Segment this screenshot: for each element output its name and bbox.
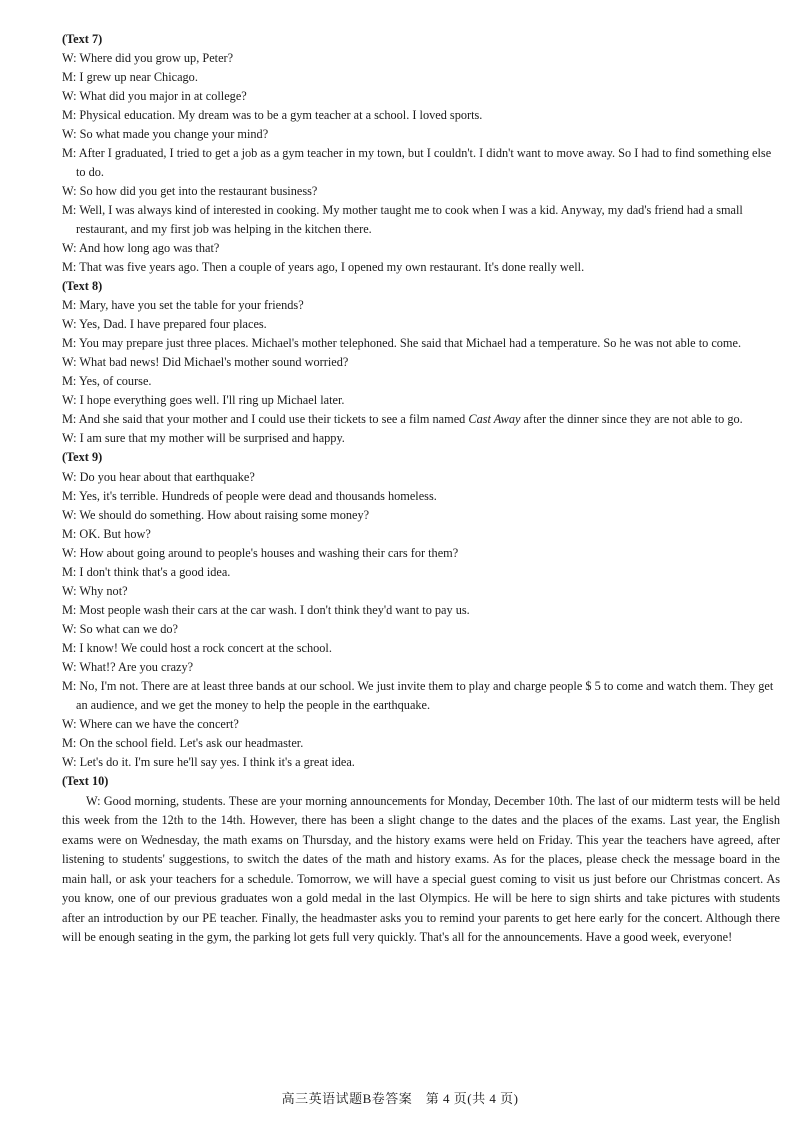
dialogue-line: M: I know! We could host a rock concert at the school. <box>62 640 332 655</box>
dialogue-line: W: How about going around to people's houses and washing their cars for them? <box>62 545 459 560</box>
text-8-heading: (Text 8) <box>62 279 103 294</box>
dialogue-line: M: Well, I was always kind of interested in cooking. My mother taught me to cook when I was a kid. Anyway, my dad's friend had a small restaurant, and my first job was helping in the kitchen there. <box>62 203 743 237</box>
dialogue-line: W: So what can we do? <box>62 621 178 636</box>
dialogue-line: W: So what made you change your mind? <box>62 127 269 142</box>
text-7-heading: (Text 7) <box>62 32 103 46</box>
dialogue-line: W: Where did you grow up, Peter? <box>62 51 234 66</box>
announcement-paragraph: W: Good morning, students. These are your morning announcements for Monday, December 10th. The last of our midterm tests will be held this week from the 12th to the 14th. However, there has been a slight change to the dates and the places of the exams. Last year, the English exams were on Wednesday, the math exams on Thursday, and the history exams were held on Friday. This year the teachers have agreed, after listening to students' suggestions, to switch the dates of the math and history exams. As for the places, please check the message board in the main hall, or ask your teachers for a schedule. Tomorrow, we will have a special guest coming to visit us just before our Christmas concert. As you know, one of our previous graduates won a gold medal in the last Olympics. He will be here to sign shirts and take pictures with students after an introduction by our PE teacher. Finally, the headmaster asks you to remind your parents to get here early for the concert. Although there will be enough seating in the gym, the parking lot gets full very quickly. That's all for the announcements. Have a good week, everyone! <box>62 793 780 945</box>
dialogue-line: M: I grew up near Chicago. <box>62 70 198 85</box>
dialogue-line: W: Where can we have the concert? <box>62 716 239 731</box>
dialogue-line: M: No, I'm not. There are at least three bands at our school. We just invite them to play and charge people $ 5 to come and watch them. They get an audience, and we get the money to help the people in the earthquake. <box>62 678 774 712</box>
dialogue-line: W: I am sure that my mother will be surprised and happy. <box>62 431 345 446</box>
dialogue-line: W: Yes, Dad. I have prepared four places. <box>62 317 267 332</box>
dialogue-line: M: I don't think that's a good idea. <box>62 564 231 579</box>
dialogue-line: W: So how did you get into the restaurant business? <box>62 184 318 199</box>
dialogue-line: M: Yes, it's terrible. Hundreds of people were dead and thousands homeless. <box>62 488 437 503</box>
dialogue-line: M: On the school field. Let's ask our headmaster. <box>62 735 304 750</box>
dialogue-line: M: Physical education. My dream was to be a gym teacher at a school. I loved sports. <box>62 108 483 123</box>
dialogue-line: M: Yes, of course. <box>62 374 152 389</box>
dialogue-line: W: Let's do it. I'm sure he'll say yes. I think it's a great idea. <box>62 754 355 769</box>
text-9-heading: (Text 9) <box>62 450 103 465</box>
transcript <box>62 30 780 948</box>
dialogue-line: M: Most people wash their cars at the car wash. I don't think they'd want to pay us. <box>62 602 470 617</box>
text-10-heading: (Text 10) <box>62 773 109 788</box>
dialogue-line: W: Do you hear about that earthquake? <box>62 469 255 484</box>
dialogue-line: M: After I graduated, I tried to get a job as a gym teacher in my town, but I couldn't. I didn't want to move away. So I had to find something else to do. <box>62 146 772 180</box>
dialogue-line: M: Mary, have you set the table for your friends? <box>62 298 304 313</box>
dialogue-line: W: And how long ago was that? <box>62 241 220 256</box>
dialogue-line: W: We should do something. How about raising some money? <box>62 507 370 522</box>
dialogue-line: W: What!? Are you crazy? <box>62 659 194 674</box>
dialogue-line: M: OK. But how? <box>62 526 151 541</box>
dialogue-line: W: Why not? <box>62 583 128 598</box>
dialogue-line: M: You may prepare just three places. Michael's mother telephoned. She said that Michael had a temperature. So he was not able to come. <box>62 336 742 351</box>
dialogue-line: W: What bad news! Did Michael's mother sound worried? <box>62 355 349 370</box>
dialogue-line: M: And she said that your mother and I could use their tickets to see a film named Cast Away after the dinner since they are not able to go. <box>62 412 743 427</box>
dialogue-line: M: That was five years ago. Then a couple of years ago, I opened my own restaurant. It's done really well. <box>62 260 585 275</box>
dialogue-line: W: I hope everything goes well. I'll ring up Michael later. <box>62 393 345 408</box>
film-title: Cast Away <box>468 412 521 427</box>
dialogue-line: W: What did you major in at college? <box>62 89 247 104</box>
page-footer: 高三英语试题B卷答案 第 4 页(共 4 页) <box>281 1091 519 1106</box>
